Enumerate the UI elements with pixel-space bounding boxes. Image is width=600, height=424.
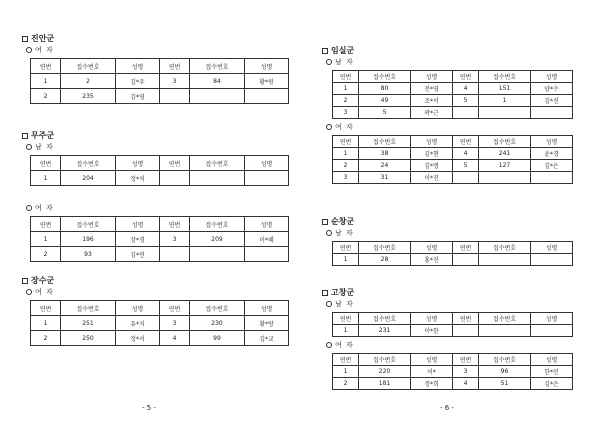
table-row: [31, 247, 289, 262]
group-label: 여 자: [26, 204, 289, 213]
table-cell: 2: [333, 160, 359, 172]
table-cell: 이*혜: [245, 232, 289, 247]
table-cell: 연번: [160, 59, 190, 74]
table-row: [333, 160, 573, 172]
table-cell: 성명: [411, 71, 453, 83]
table-cell: 51: [479, 378, 531, 390]
group-label: 남 자: [326, 58, 573, 67]
table-cell: 1: [31, 74, 61, 89]
applicant-table: [30, 58, 289, 104]
section-title: 무주군: [22, 131, 289, 141]
table-cell: 49: [359, 95, 411, 107]
table-cell: 연번: [333, 313, 359, 325]
applicant-table: [332, 241, 573, 266]
table-cell: 성명: [411, 354, 453, 366]
table-cell: 3: [160, 232, 190, 247]
group-label: 여 자: [326, 341, 573, 350]
table-cell: 한*민: [531, 366, 573, 378]
table-cell: 241: [479, 148, 531, 160]
table-cell: 28: [359, 254, 411, 266]
table-cell: 1: [31, 316, 61, 331]
applicant-table: [332, 135, 573, 184]
table-cell: 99: [190, 331, 245, 346]
checkbox-icon: [22, 133, 28, 139]
table-cell: 장*경: [116, 232, 160, 247]
table-cell: [245, 89, 289, 104]
table-cell: 김*우: [116, 74, 160, 89]
group-label: 여 자: [326, 123, 573, 132]
table-cell: 1: [31, 232, 61, 247]
table-cell: 성명: [245, 156, 289, 171]
checkbox-icon: [322, 290, 328, 296]
table-cell: 96: [479, 366, 531, 378]
table-header-row: [31, 156, 289, 171]
table-cell: 정*서: [116, 331, 160, 346]
table-cell: 3: [160, 74, 190, 89]
table-cell: 접수번호: [479, 354, 531, 366]
table-cell: [190, 89, 245, 104]
table-cell: 성명: [531, 354, 573, 366]
table-cell: 성명: [531, 136, 573, 148]
table-row: [31, 232, 289, 247]
table-cell: [531, 107, 573, 119]
table-cell: 접수번호: [61, 217, 116, 232]
table-cell: 유*지: [116, 316, 160, 331]
table-cell: 성명: [411, 136, 453, 148]
table-cell: 김*영: [116, 89, 160, 104]
table-cell: 3: [333, 172, 359, 184]
table-cell: 연번: [160, 301, 190, 316]
table-cell: 1: [479, 95, 531, 107]
table-cell: 181: [359, 378, 411, 390]
table-cell: 196: [61, 232, 116, 247]
table-cell: 조*서: [411, 95, 453, 107]
group-label: 남 자: [26, 143, 289, 152]
circle-bullet-icon: [326, 124, 332, 130]
table-cell: 성명: [116, 156, 160, 171]
table-cell: 홍*진: [411, 254, 453, 266]
table-cell: 1: [333, 366, 359, 378]
table-cell: 231: [359, 325, 411, 337]
table-cell: 84: [190, 74, 245, 89]
table-cell: 연번: [453, 354, 479, 366]
table-cell: 접수번호: [190, 59, 245, 74]
table-cell: 곽*근: [411, 107, 453, 119]
table-row: [333, 107, 573, 119]
table-cell: 접수번호: [359, 313, 411, 325]
circle-bullet-icon: [326, 230, 332, 236]
table-header-row: [31, 217, 289, 232]
checkbox-icon: [22, 278, 28, 284]
table-header-row: [333, 71, 573, 83]
applicant-table: [332, 353, 573, 390]
table-cell: 3: [453, 366, 479, 378]
section-jangsu: [22, 276, 289, 346]
table-cell: 38: [359, 148, 411, 160]
table-cell: [453, 254, 479, 266]
applicant-table: [30, 300, 289, 346]
table-cell: 김*현: [411, 148, 453, 160]
page-number: - 5 -: [142, 404, 156, 412]
table-cell: 251: [61, 316, 116, 331]
table-cell: [453, 107, 479, 119]
circle-bullet-icon: [326, 59, 332, 65]
table-header-row: [333, 136, 573, 148]
table-cell: 3: [160, 316, 190, 331]
table-cell: 접수번호: [359, 242, 411, 254]
table-cell: 양*수: [531, 83, 573, 95]
table-cell: 접수번호: [479, 136, 531, 148]
table-cell: 연번: [333, 71, 359, 83]
circle-bullet-icon: [26, 289, 32, 295]
table-cell: 전*영: [411, 83, 453, 95]
section-imsil: [322, 46, 573, 184]
table-cell: [479, 107, 531, 119]
table-cell: 5: [453, 95, 479, 107]
table-cell: 80: [359, 83, 411, 95]
table-cell: 이*: [411, 366, 453, 378]
table-cell: 151: [479, 83, 531, 95]
applicant-table: [30, 216, 289, 262]
table-cell: 김*진: [531, 95, 573, 107]
table-cell: 연번: [333, 242, 359, 254]
table-cell: 2: [333, 95, 359, 107]
table-row: [31, 316, 289, 331]
table-cell: 성명: [116, 301, 160, 316]
circle-bullet-icon: [26, 144, 32, 150]
applicant-table: [332, 70, 573, 119]
table-cell: 209: [190, 232, 245, 247]
table-row: [333, 254, 573, 266]
table-cell: 4: [453, 378, 479, 390]
table-cell: 김*은: [531, 160, 573, 172]
section-title: 고창군: [322, 288, 573, 298]
group-label: 남 자: [326, 229, 573, 238]
table-cell: 연번: [31, 217, 61, 232]
table-row: [31, 171, 289, 186]
table-cell: 127: [479, 160, 531, 172]
section-muju: [22, 131, 289, 262]
table-cell: 접수번호: [61, 156, 116, 171]
table-cell: 연번: [31, 59, 61, 74]
table-cell: 접수번호: [359, 71, 411, 83]
checkbox-icon: [322, 219, 328, 225]
table-cell: [531, 172, 573, 184]
table-cell: 성명: [531, 242, 573, 254]
table-cell: 4: [453, 148, 479, 160]
circle-bullet-icon: [326, 342, 332, 348]
table-cell: 접수번호: [190, 156, 245, 171]
table-cell: [479, 325, 531, 337]
table-cell: 김*명: [411, 160, 453, 172]
table-cell: 연번: [160, 156, 190, 171]
table-cell: 1: [333, 83, 359, 95]
table-cell: 5: [453, 160, 479, 172]
table-cell: 정*석: [116, 171, 160, 186]
table-row: [333, 83, 573, 95]
table-row: [333, 325, 573, 337]
group-label: 여 자: [26, 46, 289, 55]
table-cell: 1: [31, 171, 61, 186]
table-row: [333, 148, 573, 160]
table-cell: 이*한: [411, 325, 453, 337]
table-header-row: [31, 59, 289, 74]
table-cell: 연번: [453, 242, 479, 254]
applicant-table: [30, 155, 289, 186]
table-cell: 4: [160, 331, 190, 346]
section-gochang: [322, 288, 573, 390]
table-cell: 연번: [453, 71, 479, 83]
table-cell: 성명: [411, 242, 453, 254]
table-cell: 연번: [333, 136, 359, 148]
section-title: 임실군: [322, 46, 573, 56]
table-cell: 성명: [116, 59, 160, 74]
table-header-row: [333, 242, 573, 254]
table-cell: 접수번호: [61, 59, 116, 74]
table-cell: 접수번호: [479, 71, 531, 83]
table-cell: 접수번호: [479, 242, 531, 254]
table-row: [31, 74, 289, 89]
table-cell: 김*은: [531, 378, 573, 390]
table-cell: 2: [333, 378, 359, 390]
group-label: 남 자: [326, 300, 573, 309]
circle-bullet-icon: [26, 205, 32, 211]
table-cell: 1: [333, 325, 359, 337]
table-cell: 접수번호: [190, 301, 245, 316]
table-cell: 성명: [531, 71, 573, 83]
table-cell: [190, 171, 245, 186]
table-cell: [160, 89, 190, 104]
table-cell: 1: [333, 254, 359, 266]
table-cell: 4: [453, 83, 479, 95]
table-cell: 2: [31, 89, 61, 104]
table-cell: [245, 171, 289, 186]
table-cell: 김*연: [116, 247, 160, 262]
circle-bullet-icon: [26, 47, 32, 53]
table-header-row: [333, 354, 573, 366]
table-cell: [453, 325, 479, 337]
table-cell: 235: [61, 89, 116, 104]
table-cell: 황*랑: [245, 316, 289, 331]
table-cell: 230: [190, 316, 245, 331]
table-cell: 1: [333, 148, 359, 160]
table-cell: 2: [61, 74, 116, 89]
checkbox-icon: [22, 36, 28, 42]
table-cell: 성명: [245, 301, 289, 316]
section-title: 순창군: [322, 217, 573, 227]
table-cell: 24: [359, 160, 411, 172]
table-cell: 성명: [245, 59, 289, 74]
applicant-table: [332, 312, 573, 337]
table-cell: 연번: [31, 301, 61, 316]
table-cell: 김*교: [245, 331, 289, 346]
table-cell: 황*원: [245, 74, 289, 89]
table-cell: 연번: [333, 354, 359, 366]
table-cell: 연번: [31, 156, 61, 171]
table-cell: 성명: [116, 217, 160, 232]
table-cell: [479, 172, 531, 184]
table-cell: 220: [359, 366, 411, 378]
table-cell: [453, 172, 479, 184]
table-row: [31, 331, 289, 346]
table-cell: 31: [359, 172, 411, 184]
table-cell: [531, 325, 573, 337]
table-cell: 접수번호: [190, 217, 245, 232]
section-title: 진안군: [22, 34, 289, 44]
table-cell: 204: [61, 171, 116, 186]
table-row: [333, 378, 573, 390]
table-cell: [245, 247, 289, 262]
table-cell: 윤*경: [531, 148, 573, 160]
table-cell: 이*진: [411, 172, 453, 184]
table-row: [333, 366, 573, 378]
table-cell: [190, 247, 245, 262]
page-number: - 6 -: [440, 404, 454, 412]
table-row: [333, 172, 573, 184]
table-cell: 성명: [411, 313, 453, 325]
table-cell: [160, 171, 190, 186]
table-cell: 성명: [245, 217, 289, 232]
checkbox-icon: [322, 48, 328, 54]
section-title: 장수군: [22, 276, 289, 286]
table-cell: 접수번호: [359, 354, 411, 366]
table-cell: 접수번호: [479, 313, 531, 325]
section-sunchang: [322, 217, 573, 266]
table-cell: 정*희: [411, 378, 453, 390]
circle-bullet-icon: [326, 301, 332, 307]
table-row: [31, 89, 289, 104]
table-cell: 2: [31, 247, 61, 262]
table-cell: 93: [61, 247, 116, 262]
table-cell: 성명: [531, 313, 573, 325]
table-cell: 250: [61, 331, 116, 346]
table-cell: 접수번호: [61, 301, 116, 316]
table-header-row: [333, 313, 573, 325]
table-cell: 연번: [453, 136, 479, 148]
group-label: 여 자: [26, 288, 289, 297]
table-header-row: [31, 301, 289, 316]
section-jinan: [22, 34, 289, 104]
table-cell: [160, 247, 190, 262]
table-cell: 5: [359, 107, 411, 119]
table-row: [333, 95, 573, 107]
table-cell: [479, 254, 531, 266]
table-cell: 2: [31, 331, 61, 346]
table-cell: 3: [333, 107, 359, 119]
table-cell: 연번: [453, 313, 479, 325]
table-cell: [531, 254, 573, 266]
table-cell: 연번: [160, 217, 190, 232]
table-cell: 접수번호: [359, 136, 411, 148]
